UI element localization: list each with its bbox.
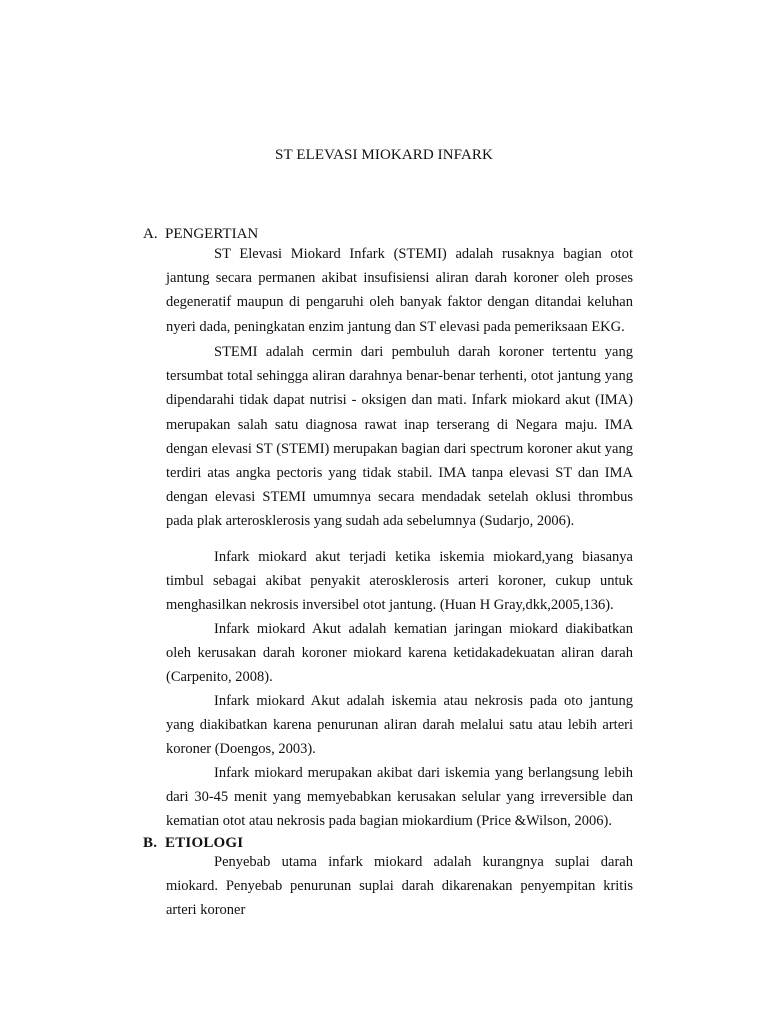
document-title: ST ELEVASI MIOKARD INFARK <box>275 147 493 163</box>
section-a-title: PENGERTIAN <box>165 226 259 242</box>
paragraph-pengertian-4: Infark miokard Akut adalah kematian jaringan miokard diakibatkan oleh kerusakan darah koroner miokard karena ketidakadekuatan aliran darah (Carpenito, 2008). <box>166 621 633 686</box>
section-a-heading <box>143 226 258 243</box>
paragraph-pengertian-6: Infark miokard merupakan akibat dari iskemia yang berlangsung lebih dari 30-45 menit yang memyebabkan kerusakan selular yang irreversible dan kematian otot atau nekrosis pada bagian miokardium (Price &Wilson, 2006). <box>166 765 633 830</box>
section-a-letter: A. <box>143 226 158 242</box>
section-b-letter: B. <box>143 835 158 851</box>
paragraph-etiologi-1: Penyebab utama infark miokard adalah kurangnya suplai darah miokard. Penyebab penurunan suplai darah dikarenakan penyempitan kritis arteri koroner <box>166 854 633 919</box>
paragraph-pengertian-2: STEMI adalah cermin dari pembuluh darah koroner tertentu yang tersumbat total sehingga aliran darahnya benar-benar terhenti, otot jantung yang dipendarahi tidak dapat nutrisi - oksigen dan mati. Infark miokard akut (IMA) merupakan salah satu diagnosa rawat inap terserang di Negara maju. IMA dengan elevasi ST (STEMI) merupakan bagian dari spectrum koroner akut yang terdiri atas angka pectoris yang tidak stabil. IMA tanpa elevasi ST dan IMA dengan elevasi STEMI umumnya secara mendadak setelah oklusi thrombus pada plak arterosklerosis yang sudah ada sebelumnya (Sudarjo, 2006). <box>166 344 633 530</box>
section-b-title: ETIOLOGI <box>165 835 244 851</box>
paragraph-pengertian-5: Infark miokard Akut adalah iskemia atau nekrosis pada oto jantung yang diakibatkan karena penurunan aliran darah melalui satu atau lebih arteri koroner (Doengos, 2003). <box>166 693 633 758</box>
paragraph-pengertian-1: ST Elevasi Miokard Infark (STEMI) adalah rusaknya bagian otot jantung secara permanen akibat insufisiensi aliran darah koroner oleh proses degeneratif maupun di pengaruhi oleh banyak faktor dengan ditandai keluhan nyeri dada, peningkatan enzim jantung dan ST elevasi pada pemeriksaan EKG. <box>166 246 633 335</box>
paragraph-pengertian-3: Infark miokard akut terjadi ketika iskemia miokard,yang biasanya timbul sebagai akibat penyakit aterosklerosis arteri koroner, cukup untuk menghasilkan nekrosis inversibel otot jantung. (Huan H Gray,dkk,2005,136). <box>166 549 633 614</box>
